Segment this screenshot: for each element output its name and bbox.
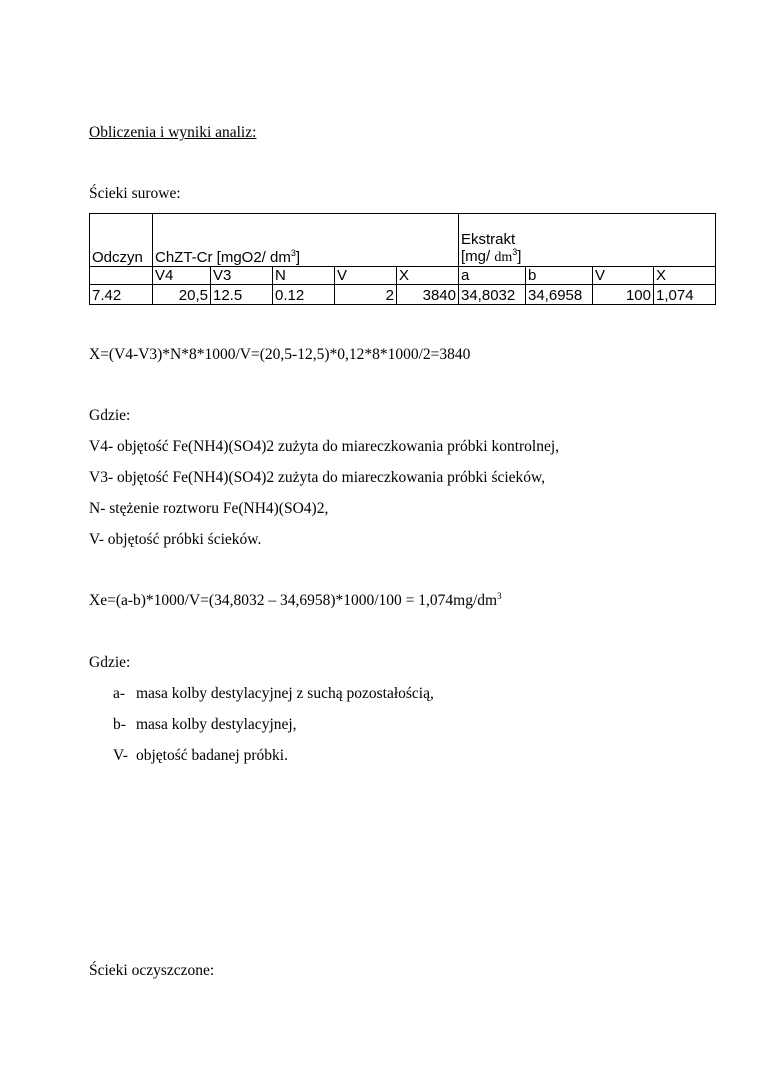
gdzie-label-2: Gdzie: bbox=[89, 654, 131, 671]
subheader-empty bbox=[90, 267, 153, 285]
subheader-n: N bbox=[273, 267, 335, 285]
definition-n: N- stężenie roztworu Fe(NH4)(SO4)2, bbox=[89, 500, 329, 517]
table-row bbox=[90, 285, 716, 305]
table-subheader-row bbox=[90, 267, 716, 285]
cell-b: 34,6958 bbox=[526, 285, 593, 305]
definition-v: V- objętość próbki ścieków. bbox=[89, 531, 262, 548]
cell-v3: 12.5 bbox=[211, 285, 273, 305]
subheader-v3: V3 bbox=[211, 267, 273, 285]
subheader-a: a bbox=[459, 267, 526, 285]
definition-v4: V4- objętość Fe(NH4)(SO4)2 zużyta do miareczkowania próbki kontrolnej, bbox=[89, 438, 560, 455]
subheader-v-ext: V bbox=[593, 267, 654, 285]
cell-v-ext: 100 bbox=[593, 285, 654, 305]
list-item-b: b- masa kolby destylacyjnej, bbox=[113, 716, 297, 733]
header-chzt: ChZT-Cr [mgO2/ $dm^3$] bbox=[153, 214, 459, 267]
cell-a: 34,8032 bbox=[459, 285, 526, 305]
gdzie-label-1: Gdzie: bbox=[89, 407, 131, 424]
cell-v4: 20,5 bbox=[153, 285, 211, 305]
cell-v: 2 bbox=[335, 285, 397, 305]
table-header-row bbox=[90, 214, 716, 267]
subheader-x: X bbox=[397, 267, 459, 285]
list-item-a: a- masa kolby destylacyjnej z suchą pozostałością, bbox=[113, 685, 434, 702]
subheader-b: b bbox=[526, 267, 593, 285]
list-item-v: V- objętość badanej próbki. bbox=[113, 747, 288, 764]
formula-extract: $Xe=(a-b)*1000/V=(34,8032 - 34,6958)*1000/100 = 1,074mg/dm^3$ bbox=[89, 590, 502, 609]
definition-v3: V3- objętość Fe(NH4)(SO4)2 zużyta do miareczkowania próbki ścieków, bbox=[89, 469, 546, 486]
cell-odczyn: 7.42 bbox=[90, 285, 153, 305]
formula-chzt: X=(V4-V3)*N*8*1000/V=(20,5-12,5)*0,12*8*1000/2=3840 bbox=[89, 346, 471, 363]
header-ekstrakt: Ekstrakt [mg/ $dm^3$] bbox=[459, 214, 716, 267]
subheader-v: V bbox=[335, 267, 397, 285]
cell-x-ext: 1,074 bbox=[654, 285, 716, 305]
header-odczyn: Odczyn bbox=[90, 214, 153, 267]
cell-n: 0.12 bbox=[273, 285, 335, 305]
subheader-x-ext: X bbox=[654, 267, 716, 285]
section-title-raw: Ścieki surowe: bbox=[89, 185, 181, 202]
results-table bbox=[89, 213, 716, 305]
subheader-v4: V4 bbox=[153, 267, 211, 285]
section-title-clean: Ścieki oczyszczone: bbox=[89, 962, 215, 979]
page-heading: Obliczenia i wyniki analiz: bbox=[89, 124, 257, 141]
cell-x: 3840 bbox=[397, 285, 459, 305]
